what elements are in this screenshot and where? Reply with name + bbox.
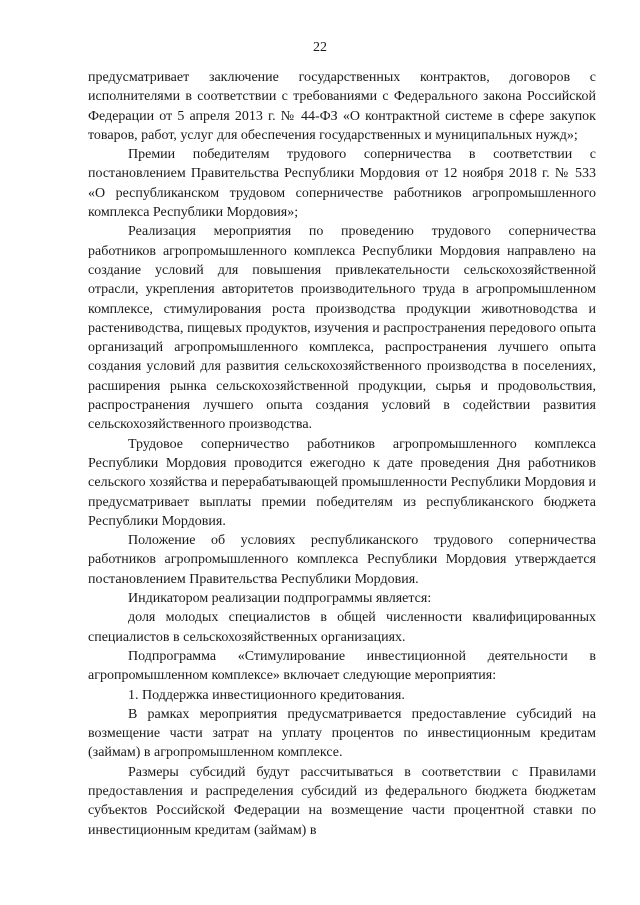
document-body bbox=[88, 68, 596, 840]
paragraph: Подпрограмма «Стимулирование инвестиционной деятельности в агропромышленном комплексе» включает следующие мероприятия: bbox=[88, 648, 596, 684]
paragraph: Трудовое соперничество работников агропромышленного комплекса Республики Мордовия проводится ежегодно к дате проведения Дня работников сельского хозяйства и перерабатывающей промышленности Республики Мордовия и предусматривает выплаты премии победителям из республиканского бюджета Республики Мордовия. bbox=[88, 436, 596, 529]
paragraph: предусматривает заключение государственных контрактов, договоров с исполнителями в соответствии с требованиями с Федерального закона Российской Федерации от 5 апреля 2013 г. № 44-ФЗ «О контрактной системе в сфере закупок товаров, работ, услуг для обеспечения государственных и муниципальных нужд»; bbox=[88, 70, 596, 143]
paragraph: В рамках мероприятия предусматривается предоставление субсидий на возмещение части затрат на уплату процентов по инвестиционным кредитам (займам) в агропромышленном комплексе. bbox=[88, 706, 596, 761]
paragraph: Премии победителям трудового соперничества в соответствии с постановлением Правительства Республики Мордовия от 12 ноября 2018 г. № 533 «О республиканском трудовом соперничестве работников агропромышленного комплекса Республики Мордовия»; bbox=[88, 147, 596, 221]
paragraph: Индикатором реализации подпрограммы является: bbox=[128, 591, 432, 607]
paragraph: Реализация мероприятия по проведению трудового соперничества работников агропромышленного комплекса Республики Мордовия направлено на создание условий для повышения привлекательности сельскохозяйственной отрасли, укрепления авторитетов производительного труда в агропромышленном комплексе, стимулирования роста производства продукции животноводства и растениводства, пищевых продуктов, изучения и распространения передового опыта организаций агропромышленного комплекса, распространения лучшего опыта создания условий для развития сельскохозяйственного производства в поселениях, расширения рынка сельскохозяйственной продукции, сырья и продовольствия, распространения лучшего опыта создания условий в содействии развития сельскохозяйственного производства. bbox=[88, 224, 596, 433]
paragraph: Размеры субсидий будут рассчитываться в соответствии с Правилами предоставления и распределения субсидий из федерального бюджета бюджетам субъектов Российской Федерации на возмещение части процентной ставки по инвестиционным кредитам (займам) в bbox=[88, 764, 596, 838]
paragraph: доля молодых специалистов в общей численности квалифицированных специалистов в сельскохозяйственных организациях. bbox=[88, 610, 596, 645]
paragraph: Положение об условиях республиканского трудового соперничества работников агропромышленного комплекса Республики Мордовия утверждается постановлением Правительства Республики Мордовия. bbox=[88, 533, 596, 587]
page-number: 22 bbox=[313, 40, 327, 55]
paragraph: 1. Поддержка инвестиционного кредитования. bbox=[128, 687, 405, 703]
